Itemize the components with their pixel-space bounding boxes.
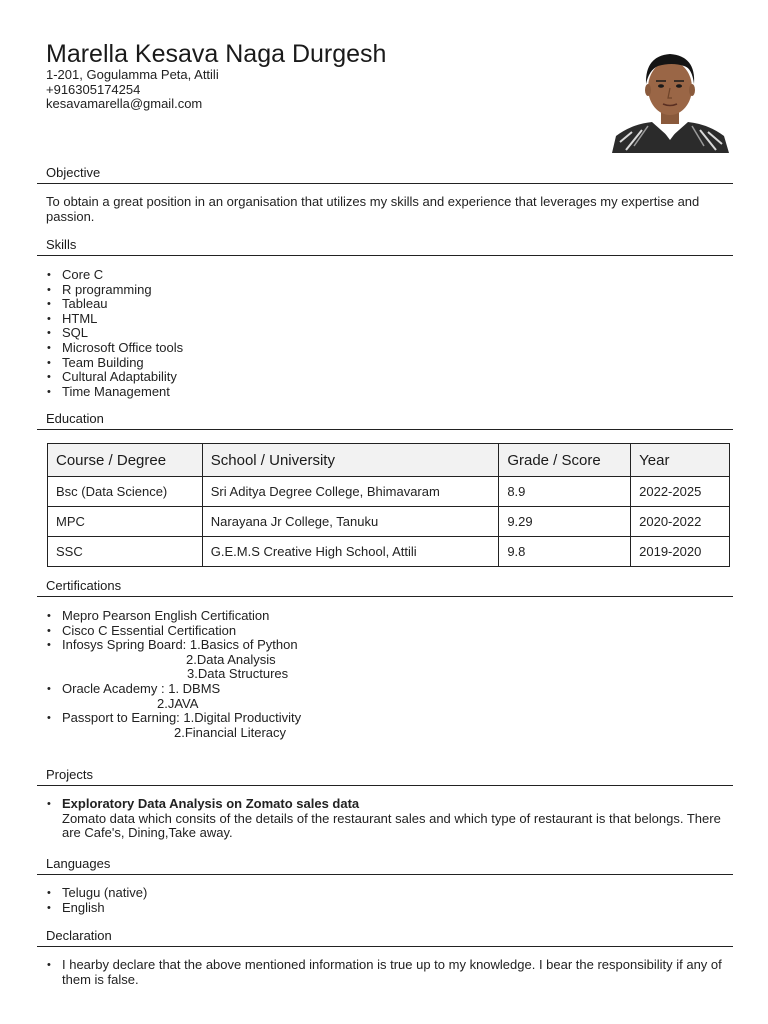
declaration-list bbox=[46, 958, 726, 987]
languages-list bbox=[46, 886, 147, 915]
skills-list bbox=[46, 268, 183, 399]
declaration-text: • I hearby declare that the above mentioned information is true up to my knowledge. I bear the responsibility if any of them is false. bbox=[46, 958, 726, 987]
candidate-name: Marella Kesava Naga Durgesh bbox=[46, 40, 387, 68]
skills-heading: Skills bbox=[46, 237, 77, 252]
projects-heading: Projects bbox=[46, 767, 93, 782]
education-table bbox=[47, 443, 730, 567]
objective-heading: Objective bbox=[46, 165, 101, 180]
table-row bbox=[48, 477, 730, 507]
project-description: Zomato data which consits of the details of the restaurant sales and which type of restaurant is that belongs. There are Cafe's, Dining,Take away. bbox=[62, 810, 721, 841]
certifications-heading: Certifications bbox=[46, 578, 122, 593]
contact-block bbox=[46, 68, 219, 112]
phone-number: +916305174254 bbox=[46, 81, 141, 97]
table-cell: G.E.M.S Creative High School, Attili bbox=[202, 537, 499, 567]
table-cell: 2022-2025 bbox=[631, 477, 730, 507]
list-item: • Cultural Adaptability bbox=[46, 370, 183, 385]
list-item: • Microsoft Office tools bbox=[46, 341, 183, 356]
column-header: Year bbox=[631, 444, 730, 477]
table-cell: SSC bbox=[48, 537, 203, 567]
list-item: • Core C bbox=[46, 268, 183, 283]
section-divider bbox=[37, 946, 733, 947]
list-item: • Cisco C Essential Certification bbox=[46, 624, 301, 639]
objective-text: To obtain a great position in an organisation that utilizes my skills and experience that leverages my expertise and passion. bbox=[46, 194, 700, 224]
list-item: • Time Management bbox=[46, 385, 183, 400]
education-heading: Education bbox=[46, 411, 104, 426]
list-item: • Telugu (native) bbox=[46, 886, 147, 901]
project-title: • Exploratory Data Analysis on Zomato sales data bbox=[62, 796, 360, 811]
list-item: • English bbox=[46, 901, 147, 916]
table-cell: 2020-2022 bbox=[631, 507, 730, 537]
certifications-list bbox=[46, 609, 301, 740]
list-item: • Infosys Spring Board: 1.Basics of Python 2.Data Analysis 3.Data Structures bbox=[46, 638, 301, 682]
table-cell: Bsc (Data Science) bbox=[48, 477, 203, 507]
table-cell: MPC bbox=[48, 507, 203, 537]
profile-photo bbox=[612, 46, 729, 153]
projects-list bbox=[46, 797, 726, 841]
column-header: Grade / Score bbox=[499, 444, 631, 477]
list-item: • R programming bbox=[46, 283, 183, 298]
list-item: • Team Building bbox=[46, 356, 183, 371]
email-address: kesavamarella@gmail.com bbox=[46, 96, 203, 111]
declaration-heading: Declaration bbox=[46, 928, 112, 943]
list-item: • Oracle Academy : 1. DBMS 2.JAVA bbox=[46, 682, 301, 711]
list-item: • Tableau bbox=[46, 297, 183, 312]
section-divider bbox=[37, 429, 733, 430]
table-header-row bbox=[48, 444, 730, 477]
table-cell: Narayana Jr College, Tanuku bbox=[202, 507, 499, 537]
section-divider bbox=[37, 874, 733, 875]
table-cell: 9.8 bbox=[499, 537, 631, 567]
table-cell: 9.29 bbox=[499, 507, 631, 537]
section-divider bbox=[37, 785, 733, 786]
table-row bbox=[48, 537, 730, 567]
section-divider bbox=[37, 255, 733, 256]
column-header: Course / Degree bbox=[48, 444, 203, 477]
languages-heading: Languages bbox=[46, 856, 111, 871]
table-row bbox=[48, 507, 730, 537]
list-item: • HTML bbox=[46, 312, 183, 327]
column-header: School / University bbox=[202, 444, 499, 477]
table-cell: 8.9 bbox=[499, 477, 631, 507]
list-item: • Passport to Earning: 1.Digital Productivity 2.Financial Literacy bbox=[46, 711, 301, 740]
section-divider bbox=[37, 183, 733, 184]
table-cell: 2019-2020 bbox=[631, 537, 730, 567]
table-cell: Sri Aditya Degree College, Bhimavaram bbox=[202, 477, 499, 507]
list-item: • SQL bbox=[46, 326, 183, 341]
list-item: • Mepro Pearson English Certification bbox=[46, 609, 301, 624]
section-divider bbox=[37, 596, 733, 597]
address: 1-201, Gogulamma Peta, Attili bbox=[46, 67, 219, 82]
list-item bbox=[46, 797, 726, 841]
